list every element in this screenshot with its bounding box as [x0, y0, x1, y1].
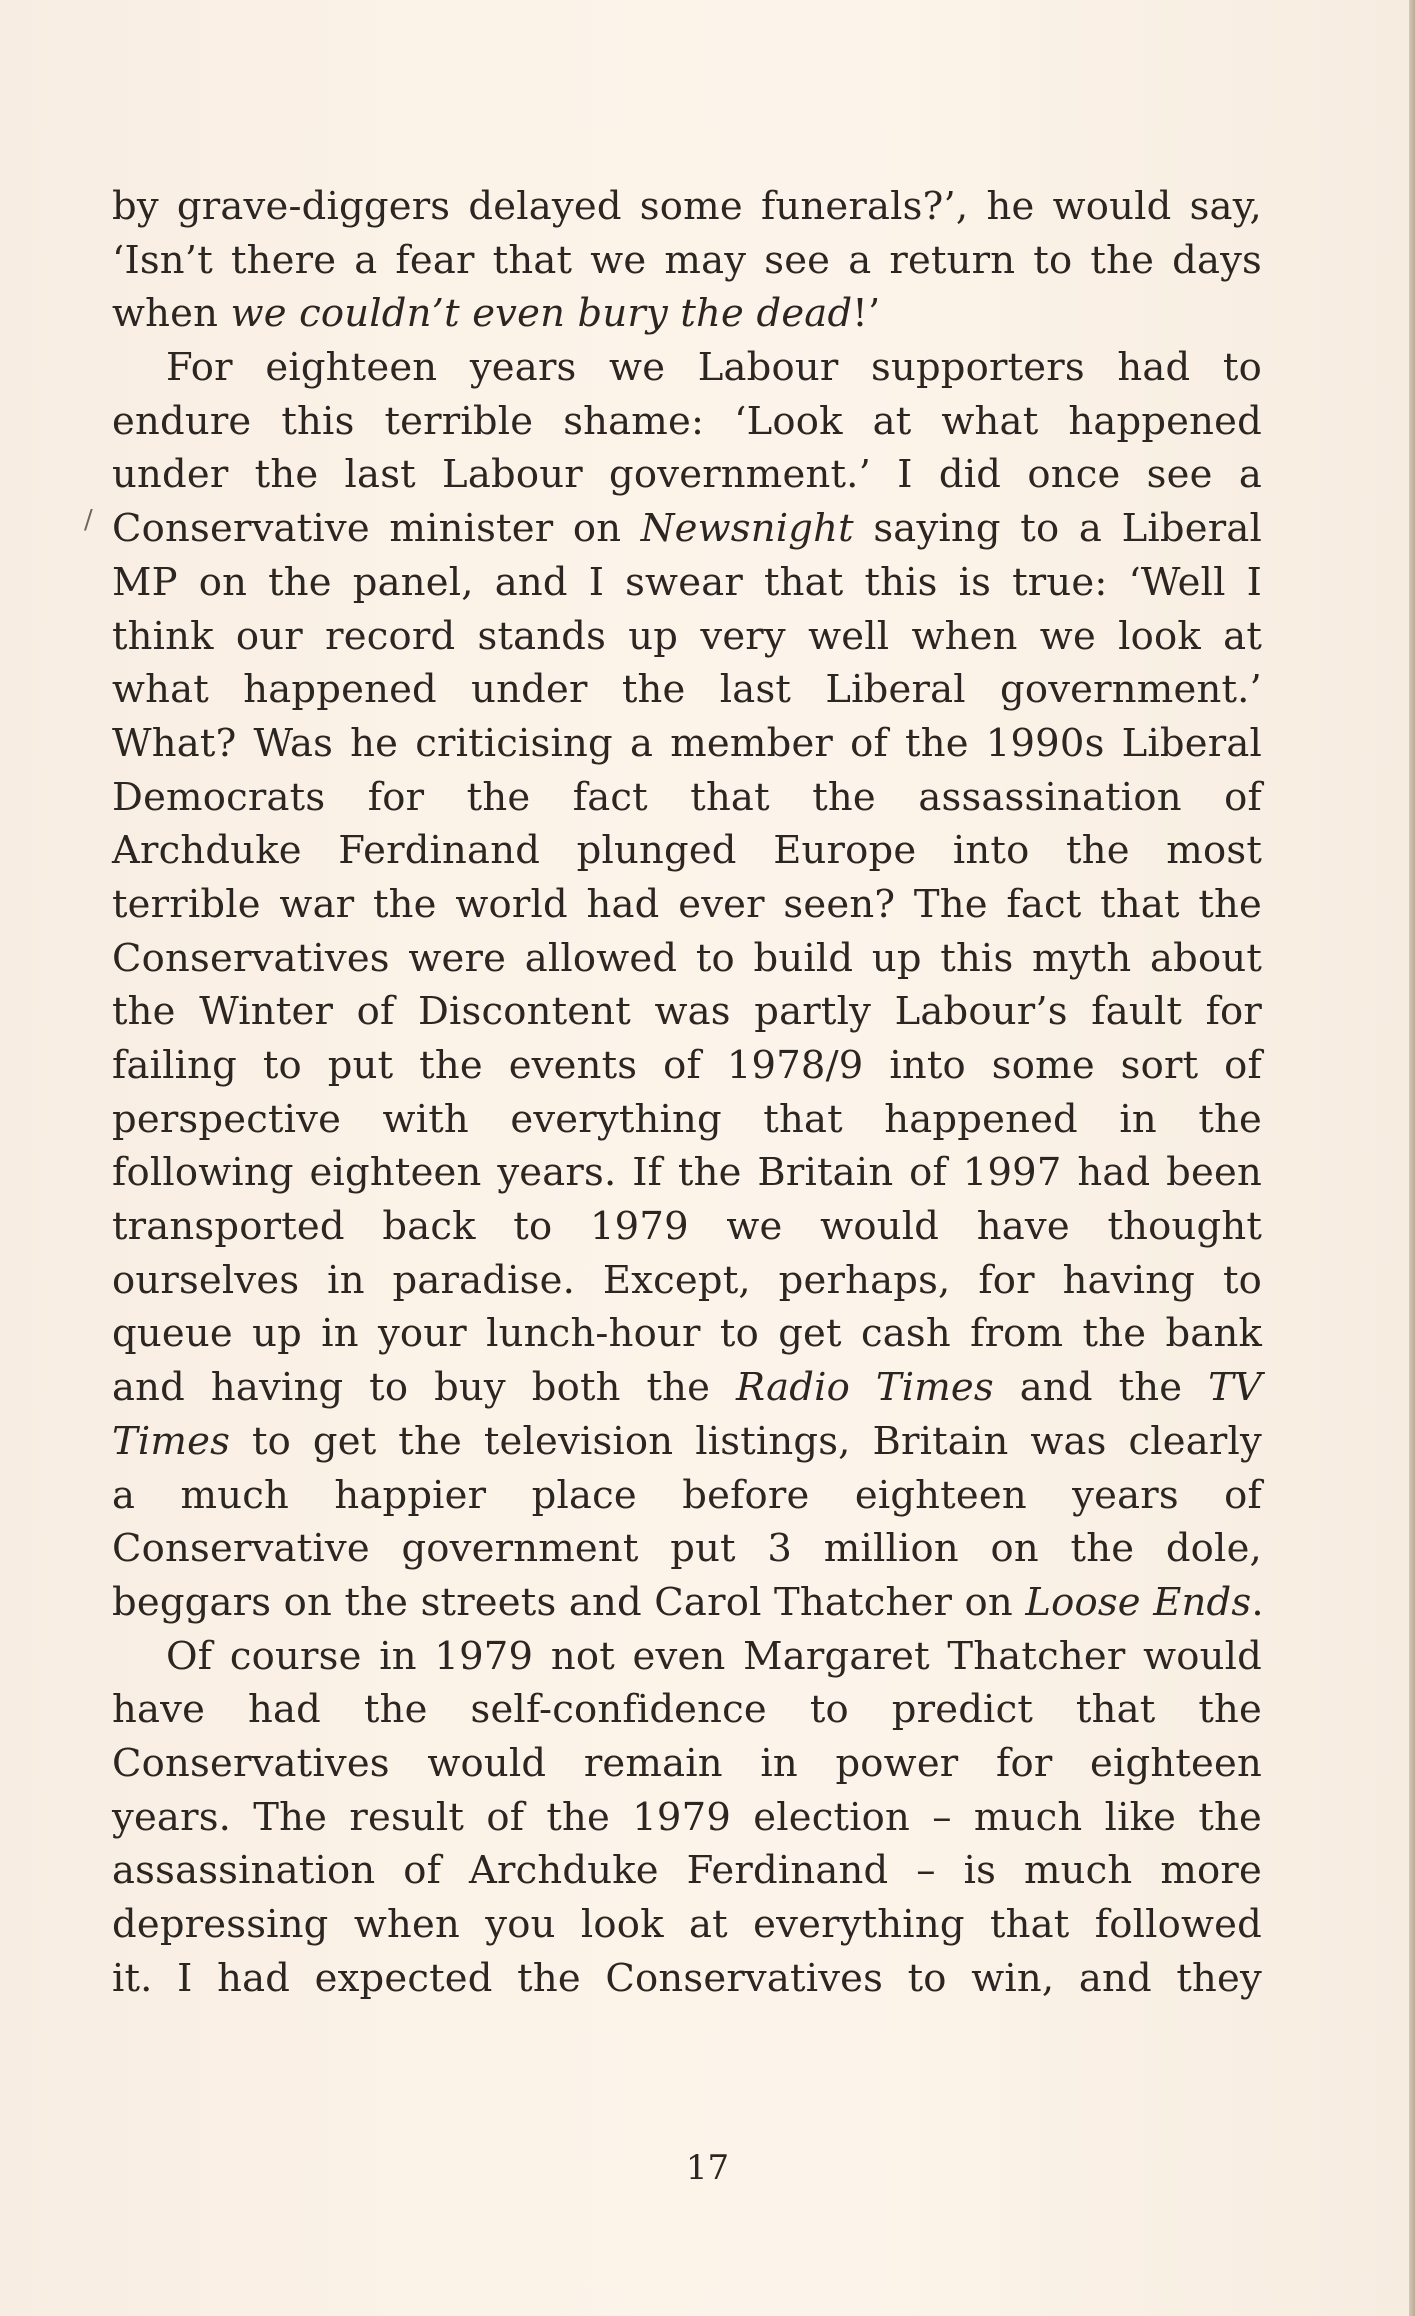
text-segment: Democrats for the fact that the assassination of: [112, 774, 1262, 820]
text-line: [112, 1844, 1262, 1898]
text-line: [112, 234, 1262, 288]
body-text: [112, 180, 1262, 2005]
text-segment: under the last Labour government.’ I did once see a: [112, 452, 1262, 498]
text-line: [112, 610, 1262, 664]
text-segment: ‘Isn’t there a fear that we may see a return to the days: [112, 237, 1262, 283]
text-segment: .: [1251, 1579, 1264, 1625]
text-segment: think our record stands up very well when we look at: [112, 613, 1262, 659]
text-segment: MP on the panel, and I swear that this is true: ‘Well I: [112, 559, 1262, 605]
text-line: [112, 1361, 1262, 1415]
text-line: [112, 1307, 1262, 1361]
italic-text: Newsnight: [640, 506, 854, 552]
text-segment: terrible war the world had ever seen? The fact that the: [112, 881, 1262, 927]
text-line: [112, 1469, 1262, 1523]
text-segment: queue up in your lunch-hour to get cash from the bank: [112, 1311, 1262, 1357]
text-line: [112, 1415, 1262, 1469]
text-line: [112, 1952, 1262, 2006]
text-segment: Archduke Ferdinand plunged Europe into the most: [112, 828, 1262, 874]
text-segment: Conservatives would remain in power for eighteen: [112, 1740, 1262, 1786]
text-line: [112, 1683, 1262, 1737]
text-segment: years. The result of the 1979 election – much like the: [112, 1794, 1262, 1840]
text-segment: saying to a Liberal: [853, 506, 1262, 552]
text-segment: the Winter of Discontent was partly Labour’s fault for: [112, 989, 1262, 1035]
text-line: [112, 341, 1262, 395]
text-segment: For eighteen years we Labour supporters had to: [166, 345, 1262, 391]
text-line: [112, 663, 1262, 717]
text-segment: transported back to 1979 we would have thought: [112, 1204, 1262, 1250]
text-segment: ourselves in paradise. Except, perhaps, for having to: [112, 1257, 1262, 1303]
text-segment: !’: [852, 291, 881, 337]
text-segment: Conservatives were allowed to build up this myth about: [112, 935, 1262, 981]
text-segment: Conservative government put 3 million on the dole,: [112, 1526, 1262, 1572]
text-line: [112, 824, 1262, 878]
text-segment: and having to buy both the: [112, 1365, 736, 1411]
text-segment: a much happier place before eighteen years of: [112, 1472, 1262, 1518]
text-line: [112, 180, 1262, 234]
text-segment: it. I had expected the Conservatives to win, and they: [112, 1955, 1262, 2001]
text-line: [112, 1791, 1262, 1845]
text-segment: depressing when you look at everything that followed: [112, 1902, 1262, 1947]
text-segment: what happened under the last Liberal government.’: [112, 667, 1262, 713]
text-line: [112, 932, 1262, 986]
text-segment: have had the self-confidence to predict that the: [112, 1687, 1262, 1733]
margin-pencil-mark: /: [84, 505, 93, 535]
text-segment: Conservative minister on: [112, 506, 641, 552]
italic-text: Loose Ends: [1025, 1579, 1252, 1625]
text-segment: beggars on the streets and Carol Thatcher on: [112, 1579, 1026, 1625]
text-line: [112, 1898, 1262, 1952]
text-segment: Of course in 1979 not even Margaret Thatcher would: [166, 1633, 1262, 1679]
text-line: [112, 448, 1262, 502]
text-segment: perspective with everything that happened in the: [112, 1096, 1262, 1142]
page-number: 17: [685, 2148, 730, 2188]
italic-text: Times: [112, 1418, 231, 1464]
text-line: [112, 1039, 1262, 1093]
text-line: [112, 287, 1262, 341]
text-line: [112, 1630, 1262, 1684]
text-segment: failing to put the events of 1978/9 into some sort of: [112, 1043, 1262, 1088]
text-line: [112, 1146, 1262, 1200]
italic-text: Radio Times: [736, 1365, 994, 1411]
text-line: [112, 556, 1262, 610]
text-line: [112, 1737, 1262, 1791]
text-segment: following eighteen years. If the Britain of 1997 had been: [112, 1150, 1262, 1196]
italic-text: we couldn’t even bury the dead: [230, 291, 853, 337]
text-line: [112, 395, 1262, 449]
text-segment: endure this terrible shame: ‘Look at what happened: [112, 398, 1262, 444]
text-line: [112, 717, 1262, 771]
text-segment: What? Was he criticising a member of the 1990s Liberal: [112, 720, 1262, 766]
text-line: [112, 1200, 1262, 1254]
text-line: [112, 1576, 1262, 1630]
text-line: [112, 878, 1262, 932]
italic-text: TV: [1208, 1365, 1262, 1411]
text-segment: by grave-diggers delayed some funerals?’, he would say,: [112, 184, 1262, 229]
text-segment: assassination of Archduke Ferdinand – is much more: [112, 1848, 1262, 1894]
text-segment: to get the television listings, Britain was clearly: [230, 1418, 1262, 1464]
text-line: [112, 1093, 1262, 1147]
text-line: [112, 771, 1262, 825]
text-line: [112, 1522, 1262, 1576]
text-line: [112, 502, 1262, 556]
page-edge: [1409, 0, 1415, 2316]
text-segment: and the: [993, 1365, 1209, 1411]
text-line: [112, 1254, 1262, 1308]
text-line: [112, 985, 1262, 1039]
text-segment: when: [112, 291, 231, 337]
